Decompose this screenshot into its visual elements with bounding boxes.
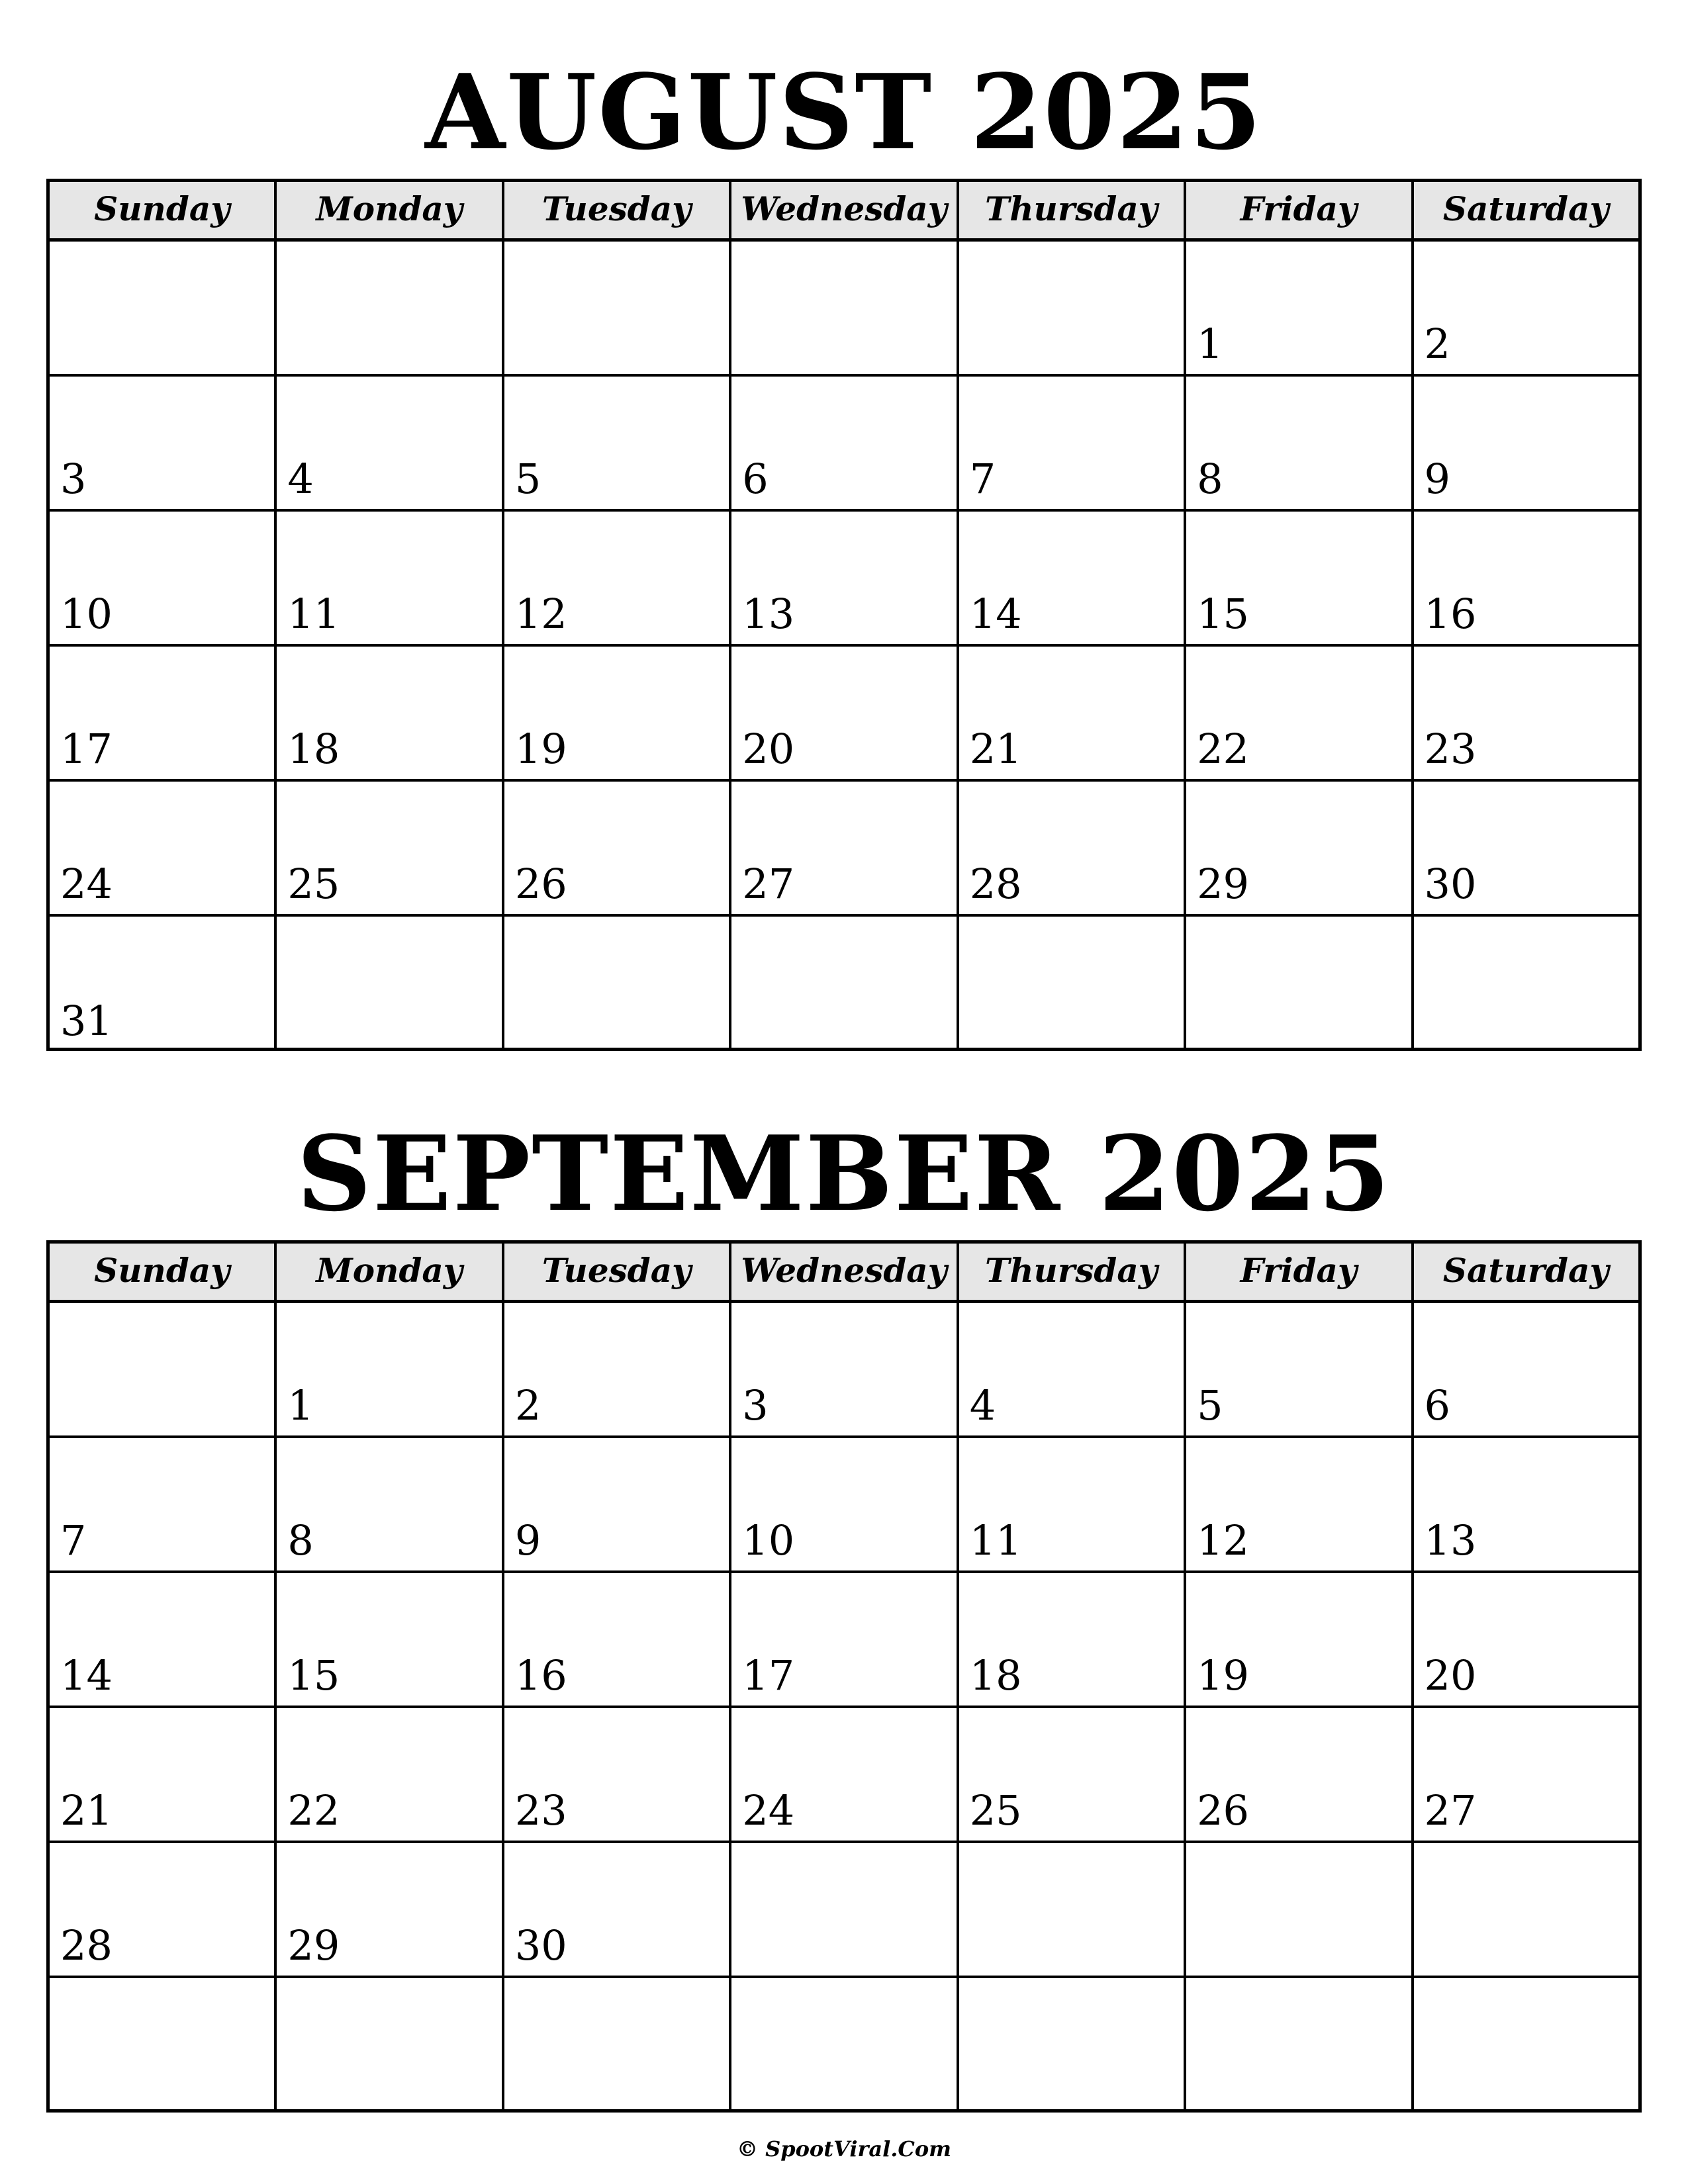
day-cell [50, 917, 277, 1051]
day-cell [50, 1573, 277, 1706]
day-cell [1414, 242, 1638, 374]
weekday-header-saturday: Saturday [1442, 189, 1609, 228]
week-row [50, 377, 1638, 512]
day-cell [1186, 1438, 1413, 1570]
day-cell [504, 377, 731, 509]
day-cell [277, 1573, 504, 1706]
week-row [50, 1438, 1638, 1573]
month-august [46, 52, 1642, 1051]
day-number: 18 [969, 1651, 1022, 1700]
weekday-header-wednesday: Wednesday [731, 1244, 959, 1300]
day-cell [50, 1438, 277, 1570]
day-number: 8 [287, 1516, 314, 1565]
day-number: 11 [287, 590, 340, 638]
day-number: 10 [742, 1516, 795, 1565]
day-number: 18 [287, 725, 340, 773]
day-cell [504, 1843, 731, 1976]
day-cell [504, 1708, 731, 1841]
weekday-header-thursday: Thursday [959, 1244, 1186, 1300]
day-cell [277, 377, 504, 509]
day-cell [959, 1843, 1186, 1976]
day-cell [1414, 377, 1638, 509]
day-cell [731, 377, 959, 509]
day-number: 30 [1424, 860, 1477, 908]
day-number: 27 [1424, 1786, 1477, 1835]
day-cell [50, 782, 277, 914]
day-cell [1414, 782, 1638, 914]
day-number: 24 [60, 860, 113, 908]
day-cell [277, 1303, 504, 1435]
day-cell [731, 1573, 959, 1706]
day-cell [959, 647, 1186, 779]
day-number: 12 [514, 590, 567, 638]
day-cell [1414, 512, 1638, 644]
day-number: 27 [742, 860, 795, 908]
day-cell [504, 647, 731, 779]
day-cell [1186, 647, 1413, 779]
day-cell [277, 1438, 504, 1570]
day-cell [277, 1843, 504, 1976]
day-cell [1186, 1573, 1413, 1706]
day-cell [50, 1978, 277, 2113]
day-number: 9 [514, 1516, 541, 1565]
day-cell [959, 1708, 1186, 1841]
day-cell [731, 917, 959, 1051]
day-cell [277, 242, 504, 374]
week-row [50, 1978, 1638, 2113]
day-cell [1414, 1843, 1638, 1976]
week-row [50, 512, 1638, 647]
day-cell [50, 647, 277, 779]
day-number: 19 [514, 725, 567, 773]
day-cell [731, 1303, 959, 1435]
day-number: 20 [1424, 1651, 1477, 1700]
day-cell [50, 512, 277, 644]
day-cell [731, 512, 959, 644]
day-cell [50, 1303, 277, 1435]
day-number: 4 [287, 455, 314, 503]
day-number: 19 [1197, 1651, 1250, 1700]
week-row [50, 1708, 1638, 1843]
day-number: 17 [742, 1651, 795, 1700]
day-number: 12 [1197, 1516, 1250, 1565]
day-number: 15 [1197, 590, 1250, 638]
day-number: 26 [1197, 1786, 1250, 1835]
day-number: 2 [514, 1381, 541, 1430]
day-cell [504, 1303, 731, 1435]
day-cell [731, 647, 959, 779]
month-title: AUGUST 2025 [425, 52, 1263, 173]
weekday-header-tuesday: Tuesday [504, 1244, 731, 1300]
week-row [50, 782, 1638, 917]
day-number: 29 [1197, 860, 1250, 908]
day-number: 3 [60, 455, 87, 503]
day-cell [959, 377, 1186, 509]
day-number: 9 [1424, 455, 1450, 503]
day-number: 21 [969, 725, 1022, 773]
day-cell [504, 512, 731, 644]
week-row [50, 1843, 1638, 1978]
day-cell [1414, 1573, 1638, 1706]
weekday-header-monday: Monday [277, 182, 504, 238]
day-number: 22 [1197, 725, 1250, 773]
day-cell [731, 1708, 959, 1841]
day-number: 7 [969, 455, 996, 503]
day-cell [1186, 242, 1413, 374]
day-number: 14 [969, 590, 1022, 638]
day-number: 3 [742, 1381, 769, 1430]
day-number: 25 [969, 1786, 1022, 1835]
day-number: 5 [1197, 1381, 1223, 1430]
day-cell [277, 512, 504, 644]
day-number: 16 [514, 1651, 567, 1700]
weekday-header-sunday: Sunday [50, 1244, 277, 1300]
day-cell [1186, 1843, 1413, 1976]
day-cell [1186, 782, 1413, 914]
day-cell [1186, 1708, 1413, 1841]
day-number: 6 [1424, 1381, 1450, 1430]
day-cell [959, 512, 1186, 644]
weekday-header-saturday: Saturday [1442, 1251, 1609, 1290]
week-row [50, 1573, 1638, 1708]
day-cell [277, 1978, 504, 2113]
day-cell [1414, 1303, 1638, 1435]
day-number: 13 [742, 590, 795, 638]
day-number: 25 [287, 860, 340, 908]
day-cell [1186, 512, 1413, 644]
day-number: 2 [1424, 320, 1450, 368]
day-cell [959, 782, 1186, 914]
weekday-header-tuesday: Tuesday [504, 182, 731, 238]
day-cell [50, 1843, 277, 1976]
day-cell [277, 647, 504, 779]
week-row [50, 647, 1638, 782]
day-number: 26 [514, 860, 567, 908]
day-cell [1414, 1438, 1638, 1570]
day-number: 20 [742, 725, 795, 773]
weekday-header-friday: Friday [1186, 182, 1413, 238]
weekday-header-row [50, 182, 1638, 242]
day-cell [504, 782, 731, 914]
day-cell [504, 917, 731, 1051]
day-cell [277, 1708, 504, 1841]
day-number: 1 [287, 1381, 314, 1430]
day-number: 30 [514, 1921, 567, 1970]
day-cell [959, 1438, 1186, 1570]
month-september [46, 1113, 1642, 2113]
day-cell [1414, 1708, 1638, 1841]
day-cell [504, 1573, 731, 1706]
day-number: 4 [969, 1381, 996, 1430]
day-cell [50, 377, 277, 509]
day-cell [1186, 1978, 1413, 2113]
day-number: 14 [60, 1651, 113, 1700]
day-cell [959, 242, 1186, 374]
day-cell [504, 1978, 731, 2113]
month-title: SEPTEMBER 2025 [297, 1113, 1391, 1234]
day-cell [277, 782, 504, 914]
weekday-header-wednesday: Wednesday [731, 182, 959, 238]
day-cell [959, 1573, 1186, 1706]
copyright-footer: © SpootViral.Com [736, 2136, 952, 2161]
day-number: 29 [287, 1921, 340, 1970]
day-cell [1186, 377, 1413, 509]
day-cell [277, 917, 504, 1051]
day-number: 5 [514, 455, 541, 503]
day-number: 28 [60, 1921, 113, 1970]
day-cell [731, 782, 959, 914]
day-number: 7 [60, 1516, 87, 1565]
day-cell [731, 242, 959, 374]
day-number: 22 [287, 1786, 340, 1835]
day-number: 13 [1424, 1516, 1477, 1565]
day-number: 6 [742, 455, 769, 503]
day-number: 21 [60, 1786, 113, 1835]
day-number: 11 [969, 1516, 1022, 1565]
day-number: 23 [1424, 725, 1477, 773]
day-cell [1186, 917, 1413, 1051]
day-cell [959, 1303, 1186, 1435]
day-number: 16 [1424, 590, 1477, 638]
day-cell [731, 1843, 959, 1976]
day-cell [731, 1978, 959, 2113]
weekday-header-monday: Monday [277, 1244, 504, 1300]
day-number: 23 [514, 1786, 567, 1835]
week-row [50, 1303, 1638, 1438]
day-cell [50, 1708, 277, 1841]
day-number: 31 [60, 997, 113, 1045]
day-cell [50, 242, 277, 374]
day-number: 10 [60, 590, 113, 638]
weekday-header-thursday: Thursday [959, 182, 1186, 238]
calendar-grid [46, 179, 1642, 1051]
day-cell [1414, 1978, 1638, 2113]
day-cell [1186, 1303, 1413, 1435]
day-cell [959, 917, 1186, 1051]
week-row [50, 917, 1638, 1051]
day-cell [959, 1978, 1186, 2113]
day-cell [731, 1438, 959, 1570]
day-cell [504, 1438, 731, 1570]
day-number: 1 [1197, 320, 1223, 368]
day-cell [504, 242, 731, 374]
day-number: 15 [287, 1651, 340, 1700]
day-number: 8 [1197, 455, 1223, 503]
day-cell [1414, 917, 1638, 1051]
day-number: 28 [969, 860, 1022, 908]
day-cell [1414, 647, 1638, 779]
week-row [50, 242, 1638, 377]
weekday-header-row [50, 1244, 1638, 1303]
day-number: 24 [742, 1786, 795, 1835]
weekday-header-friday: Friday [1186, 1244, 1413, 1300]
day-number: 17 [60, 725, 113, 773]
weekday-header-sunday: Sunday [50, 182, 277, 238]
calendar-grid [46, 1240, 1642, 2113]
